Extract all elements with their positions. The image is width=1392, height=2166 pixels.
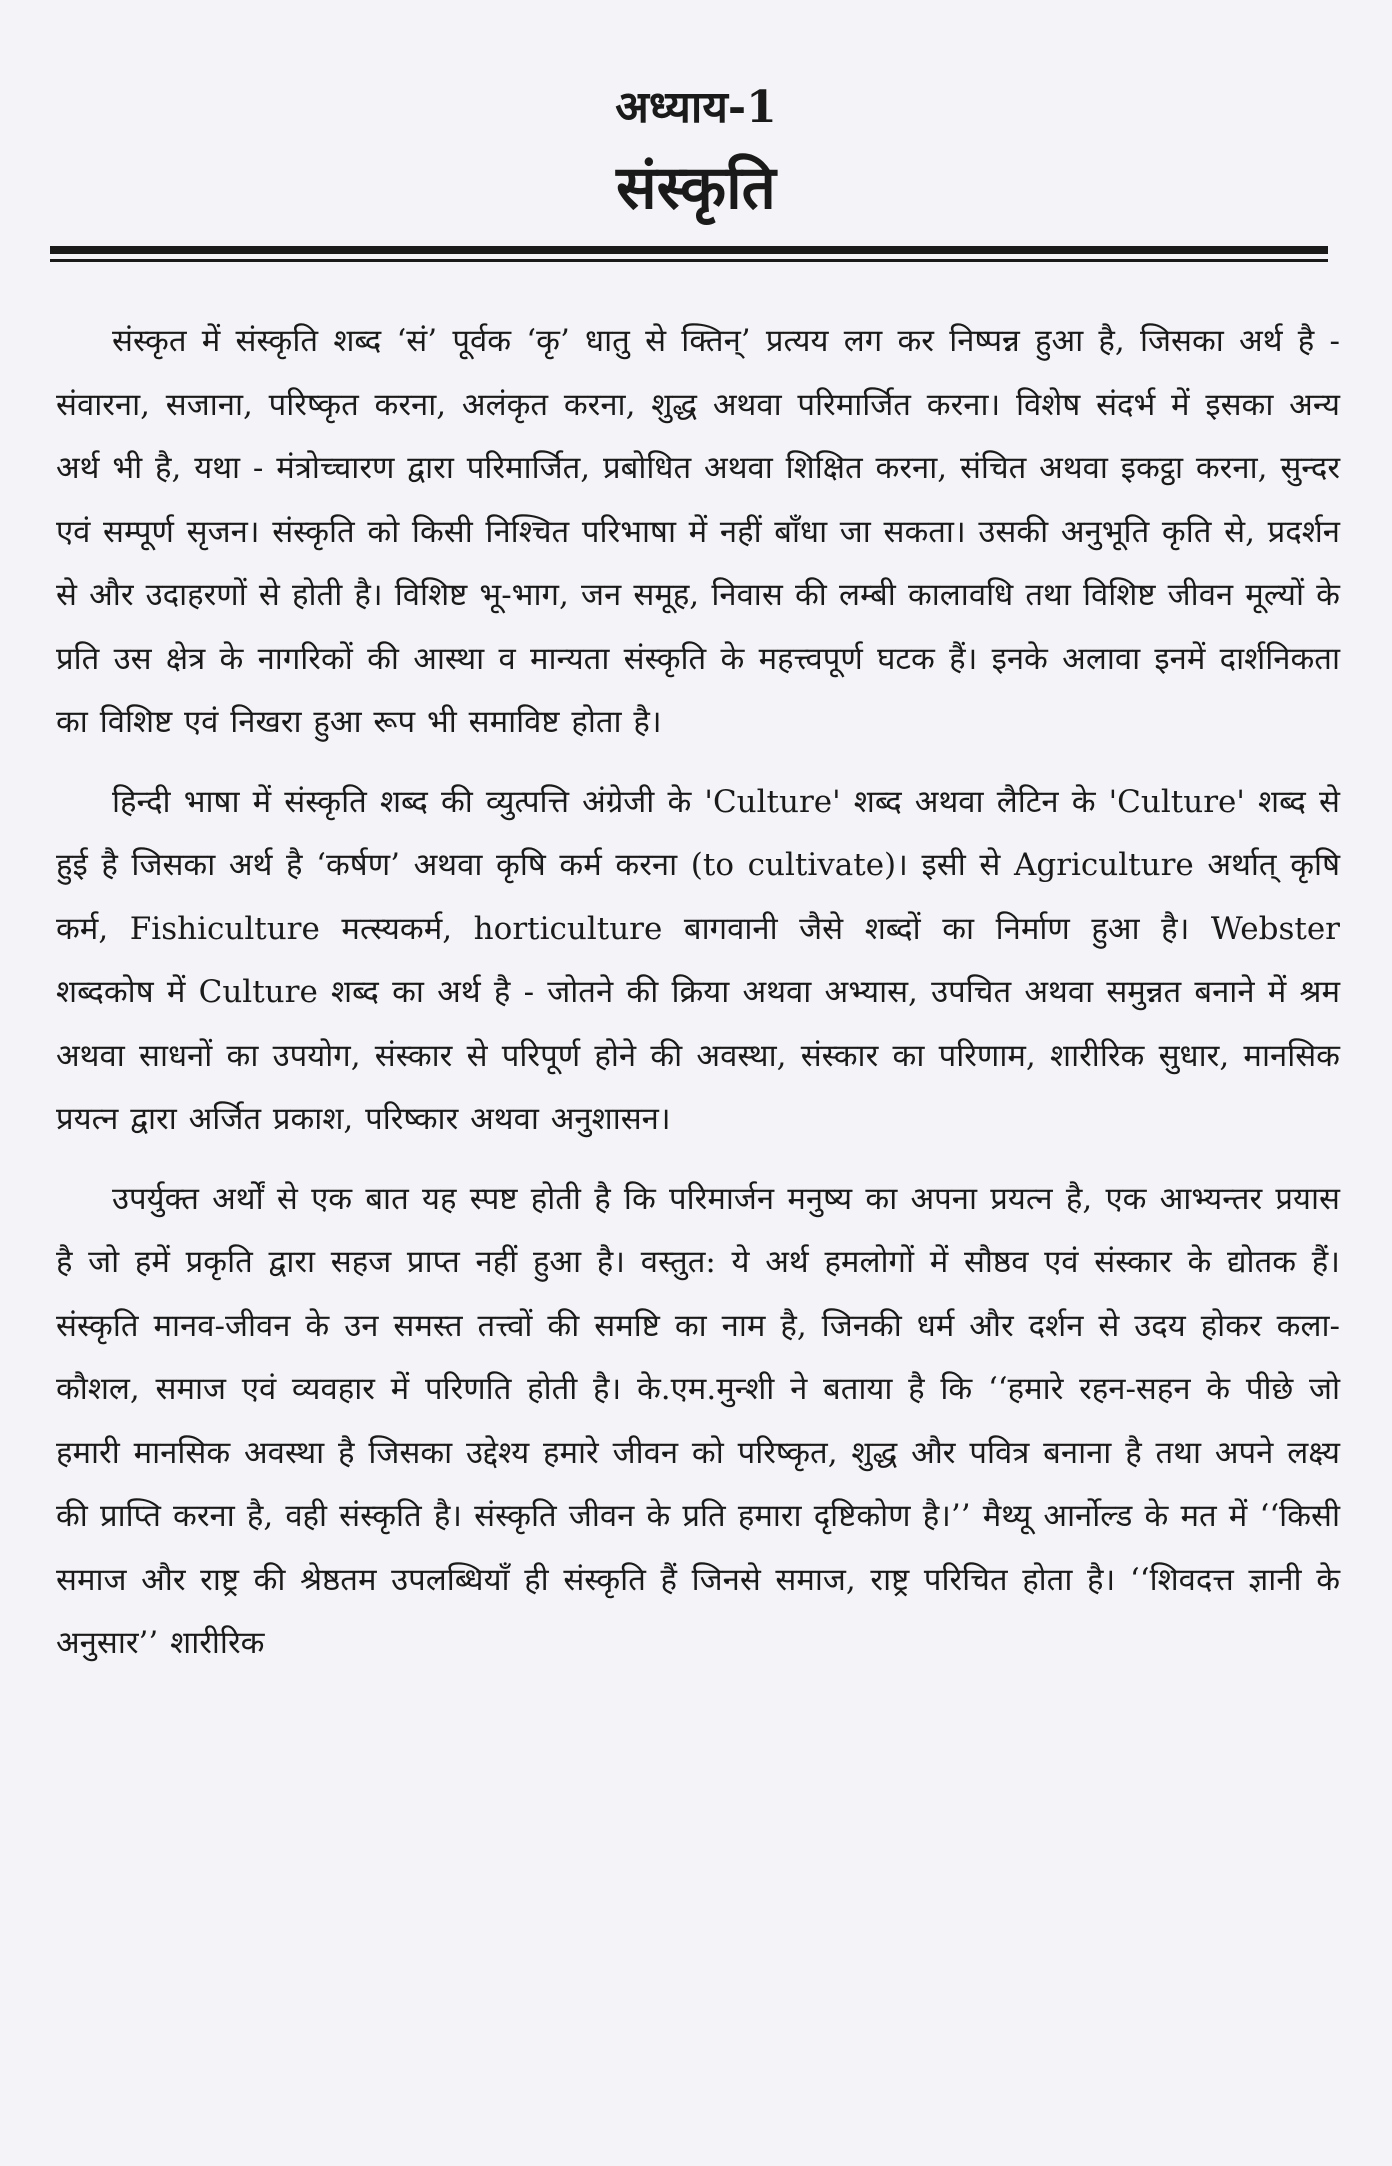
chapter-number: अध्याय-1 [615,82,777,133]
paragraph-3: उपर्युक्त अर्थों से एक बात यह स्पष्ट होती है कि परिमार्जन मनुष्य का अपना प्रयत्न है, एक आभ्यन्तर प्रयास है जो हमें प्रकृति द्वारा सहज प्राप्त नहीं हुआ है। वस्तुत: ये अर्थ हमलोगों में सौष्ठव एवं संस्कार के द्योतक हैं। संस्कृति मानव-जीवन के उन समस्त तत्त्वों की समष्टि का नाम है, जिनकी धर्म और दर्शन से उदय होकर कला-कौशल, समाज एवं व्यवहार में परिणति होती है। के.एम.मुन्शी ने बताया है कि ‘‘हमारे रहन-सहन के पीछे जो हमारी मानसिक अवस्था है जिसका उद्देश्य हमारे जीवन को परिष्कृत, शुद्ध और पवित्र बनाना है तथा अपने लक्ष्य की प्राप्ति करना है, वही संस्कृति है। संस्कृति जीवन के प्रति हमारा दृष्टिकोण है।’’ मैथ्यू आर्नोल्ड के मत में ‘‘किसी समाज और राष्ट्र की श्रेष्ठतम उपलब्धियाँ ही संस्कृति हैं जिनसे समाज, राष्ट्र परिचित होता है। ‘‘शिवदत्त ज्ञानी के अनुसार’’ शारीरिक [56,1180,1340,1661]
heading-rule-thick [50,246,1328,254]
paragraph-1: संस्कृत में संस्कृति शब्द ‘सं’ पूर्वक ‘कृ’ धातु से क्तिन्’ प्रत्यय लग कर निष्पन्न हुआ है, जिसका अर्थ है - संवारना, सजाना, परिष्कृत करना, अलंकृत करना, शुद्ध अथवा परिमार्जित करना। विशेष संदर्भ में इसका अन्य अर्थ भी है, यथा - मंत्रोच्चारण द्वारा परिमार्जित, प्रबोधित अथवा शिक्षित करना, संचित अथवा इकट्ठा करना, सुन्दर एवं सम्पूर्ण सृजन। संस्कृति को किसी निश्चित परिभाषा में नहीं बाँधा जा सकता। उसकी अनुभूति कृति से, प्रदर्शन से और उदाहरणों से होती है। विशिष्ट भू-भाग, जन समूह, निवास की लम्बी कालावधि तथा विशिष्ट जीवन मूल्यों के प्रति उस क्षेत्र के नागरिकों की आस्था व मान्यता संस्कृति के महत्त्वपूर्ण घटक हैं। इनके अलावा इनमें दार्शनिकता का विशिष्ट एवं निखरा हुआ रूप भी समाविष्ट होता है। [56,323,1340,740]
body-text [56,310,1340,1692]
chapter-title: संस्कृति [616,153,776,223]
heading-rule-thin [50,259,1328,262]
paragraph-2: हिन्दी भाषा में संस्कृति शब्द की व्युत्पत्ति अंग्रेजी के 'Culture' शब्द अथवा लैटिन के 'Culture' शब्द से हुई है जिसका अर्थ है ‘कर्षण’ अथवा कृषि कर्म करना (to cultivate)। इसी से Agriculture अर्थात् कृषि कर्म, Fishiculture मत्स्यकर्म, horticulture बागवानी जैसे शब्दों का निर्माण हुआ है। Webster शब्दकोष में Culture शब्द का अर्थ है - जोतने की क्रिया अथवा अभ्यास, उपचित अथवा समुन्नत बनाने में श्रम अथवा साधनों का उपयोग, संस्कार से परिपूर्ण होने की अवस्था, संस्कार का परिणाम, शारीरिक सुधार, मानसिक प्रयत्न द्वारा अर्जित प्रकाश, परिष्कार अथवा अनुशासन। [56,783,1340,1137]
